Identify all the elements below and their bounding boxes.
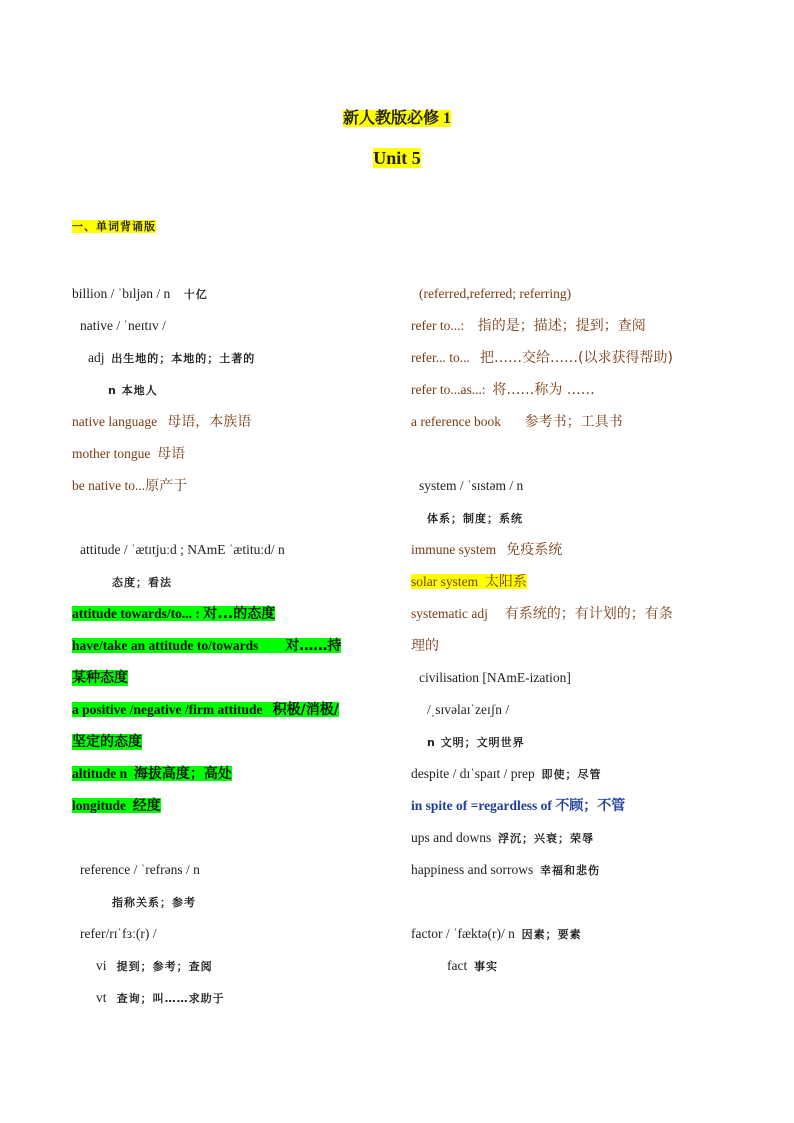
meaning: 指称关系；参考 [112,896,196,909]
phrase-highlight [72,702,339,717]
entry-positive-cont [72,731,394,763]
entry-system-meaning [411,507,741,539]
meaning: 事实 [473,960,498,973]
document-title-text: 新人教版必修 1 [342,110,451,127]
phrase: attitude towards/to... : [72,606,200,621]
unit-title [0,148,794,169]
entry-ups-and-downs [411,827,741,859]
entry-immune-system [411,539,741,571]
meaning: 母语 [157,446,186,462]
headword: refer/rɪˈfɜː(r) / [80,926,157,941]
meaning: 母语，本族语 [167,414,252,430]
phrase: be native to... [72,478,146,493]
document-title [0,105,794,128]
meaning: 把……交给……(以求获得帮助) [479,350,673,366]
meaning: 参考书；工具书 [524,414,623,430]
headword: despite / dɪˈspaɪt / prep [411,766,535,781]
entry-native-n [72,379,394,411]
meaning: 太阳系 [484,574,527,590]
headword: civilisation [NAmE-ization] [419,670,571,685]
phrase-highlight [411,574,527,589]
entry-native-language [72,411,394,443]
section-heading [72,218,156,234]
meaning: 十亿 [183,288,208,301]
meaning: 原产于 [145,478,188,494]
meaning: 体系；制度；系统 [427,512,523,525]
entry-refer-vt [72,987,394,1019]
meaning: 提到；参考；查阅 [116,960,213,973]
phrase: immune system [411,542,497,557]
phrase: solar system [411,574,479,589]
meaning: 因素；要素 [521,928,582,941]
phrase: longitude [72,798,127,813]
phrase: systematic adj [411,606,488,621]
headword: factor / ˈfæktə(r)/ n [411,926,515,941]
phrase: mother tongue [72,446,151,461]
meaning: n 文明；文明世界 [427,736,525,749]
meaning: 指的是；描述；提到；查阅 [477,318,646,334]
phrase: native language [72,414,158,429]
phrase: refer... to... [411,350,470,365]
headword: fact [447,958,468,973]
entry-in-spite-of [411,795,741,827]
entry-solar-system [411,571,741,603]
spacer [72,827,394,859]
meaning-continued: 理的 [411,638,439,654]
entry-native-adj [72,347,394,379]
entry-civilisation [411,667,741,699]
entry-refer [72,923,394,955]
entry-reference-book [411,411,741,443]
meaning: 幸福和悲伤 [539,864,600,877]
pronunciation: /ˌsɪvəlaɪˈzeɪʃn / [427,702,510,717]
spacer [411,443,741,475]
entry-attitude [72,539,394,571]
entry-civilisation-meaning [411,731,741,763]
meaning: 海拔高度；高处 [133,766,232,782]
meaning: 对……持 [285,638,342,654]
entry-despite [411,763,741,795]
phrase: have/take an attitude to/towards [72,638,259,653]
entry-longitude [72,795,394,827]
headword: reference / ˈrefrəns / n [80,862,200,877]
meaning: 积极/消极/ [272,702,339,718]
phrase-highlight [72,638,341,653]
entry-reference [72,859,394,891]
forms: (referred,referred; referring) [419,286,572,301]
headword: system / ˈsɪstəm / n [419,478,524,493]
entry-altitude [72,763,394,795]
entry-attitude-meaning [72,571,394,603]
headword: billion / ˈbɪljən / n [72,286,171,301]
entry-billion [72,283,394,315]
meaning: 查询；叫……求助于 [116,992,225,1005]
meaning: 对...的态度 [203,606,276,622]
entry-system [411,475,741,507]
entry-mother-tongue [72,443,394,475]
entry-refer-to-as [411,379,741,411]
entry-happiness [411,859,741,891]
headword: attitude / ˈætɪtjuːd ; NAmE ˈætituːd/ n [80,542,285,557]
entry-positive [72,699,394,731]
spacer [72,507,394,539]
entry-reference-meaning [72,891,394,923]
part-of-speech: vi [96,958,107,973]
meaning: 态度；看法 [112,576,172,589]
meaning: n 本地人 [108,384,158,397]
entry-refer-vi [72,955,394,987]
meaning: 出生地的；本地的；土著的 [111,352,256,365]
right-column [411,283,741,987]
meaning: 经度 [132,798,161,814]
phrase: altitude n [72,766,128,781]
meaning: 浮沉；兴衰；荣辱 [498,832,594,845]
entry-systematic-cont [411,635,741,667]
meaning: 不顾；不管 [555,798,626,814]
entry-attitude-towards [72,603,394,635]
headword: native / ˈneɪtɪv / [80,318,166,333]
phrase: in spite of =regardless of [411,798,552,813]
entry-have-take [72,635,394,667]
entry-refer-to [411,315,741,347]
phrase: ups and downs [411,830,492,845]
entry-referred-forms [411,283,741,315]
unit-title-text: Unit 5 [373,148,421,168]
meaning: 即使；尽管 [541,768,602,781]
entry-fact [411,955,741,987]
part-of-speech: adj [88,350,105,365]
meaning: 将……称为 …… [492,382,595,398]
phrase: happiness and sorrows [411,862,534,877]
phrase: a positive /negative /firm attitude [72,702,263,717]
part-of-speech: vt [96,990,107,1005]
phrase: refer to...: [411,318,465,333]
phrase-highlight [72,798,161,813]
meaning: 有系统的；有计划的；有条 [504,606,673,622]
phrase-highlight [72,606,275,621]
section-heading-text: 一、单词背诵版 [72,220,156,233]
entry-be-native [72,475,394,507]
phrase-highlight [72,766,232,781]
meaning-continued: 某种态度 [72,670,128,686]
entry-native [72,315,394,347]
phrase: a reference book [411,414,501,429]
entry-factor [411,923,741,955]
entry-civilisation-ipa [411,699,741,731]
spacer [411,891,741,923]
entry-have-take-cont [72,667,394,699]
entry-refer-to-to [411,347,741,379]
meaning: 免疫系统 [506,542,563,558]
meaning-continued: 坚定的态度 [72,734,142,750]
entry-systematic [411,603,741,635]
phrase: refer to...as...: [411,382,486,397]
left-column [72,283,394,1019]
